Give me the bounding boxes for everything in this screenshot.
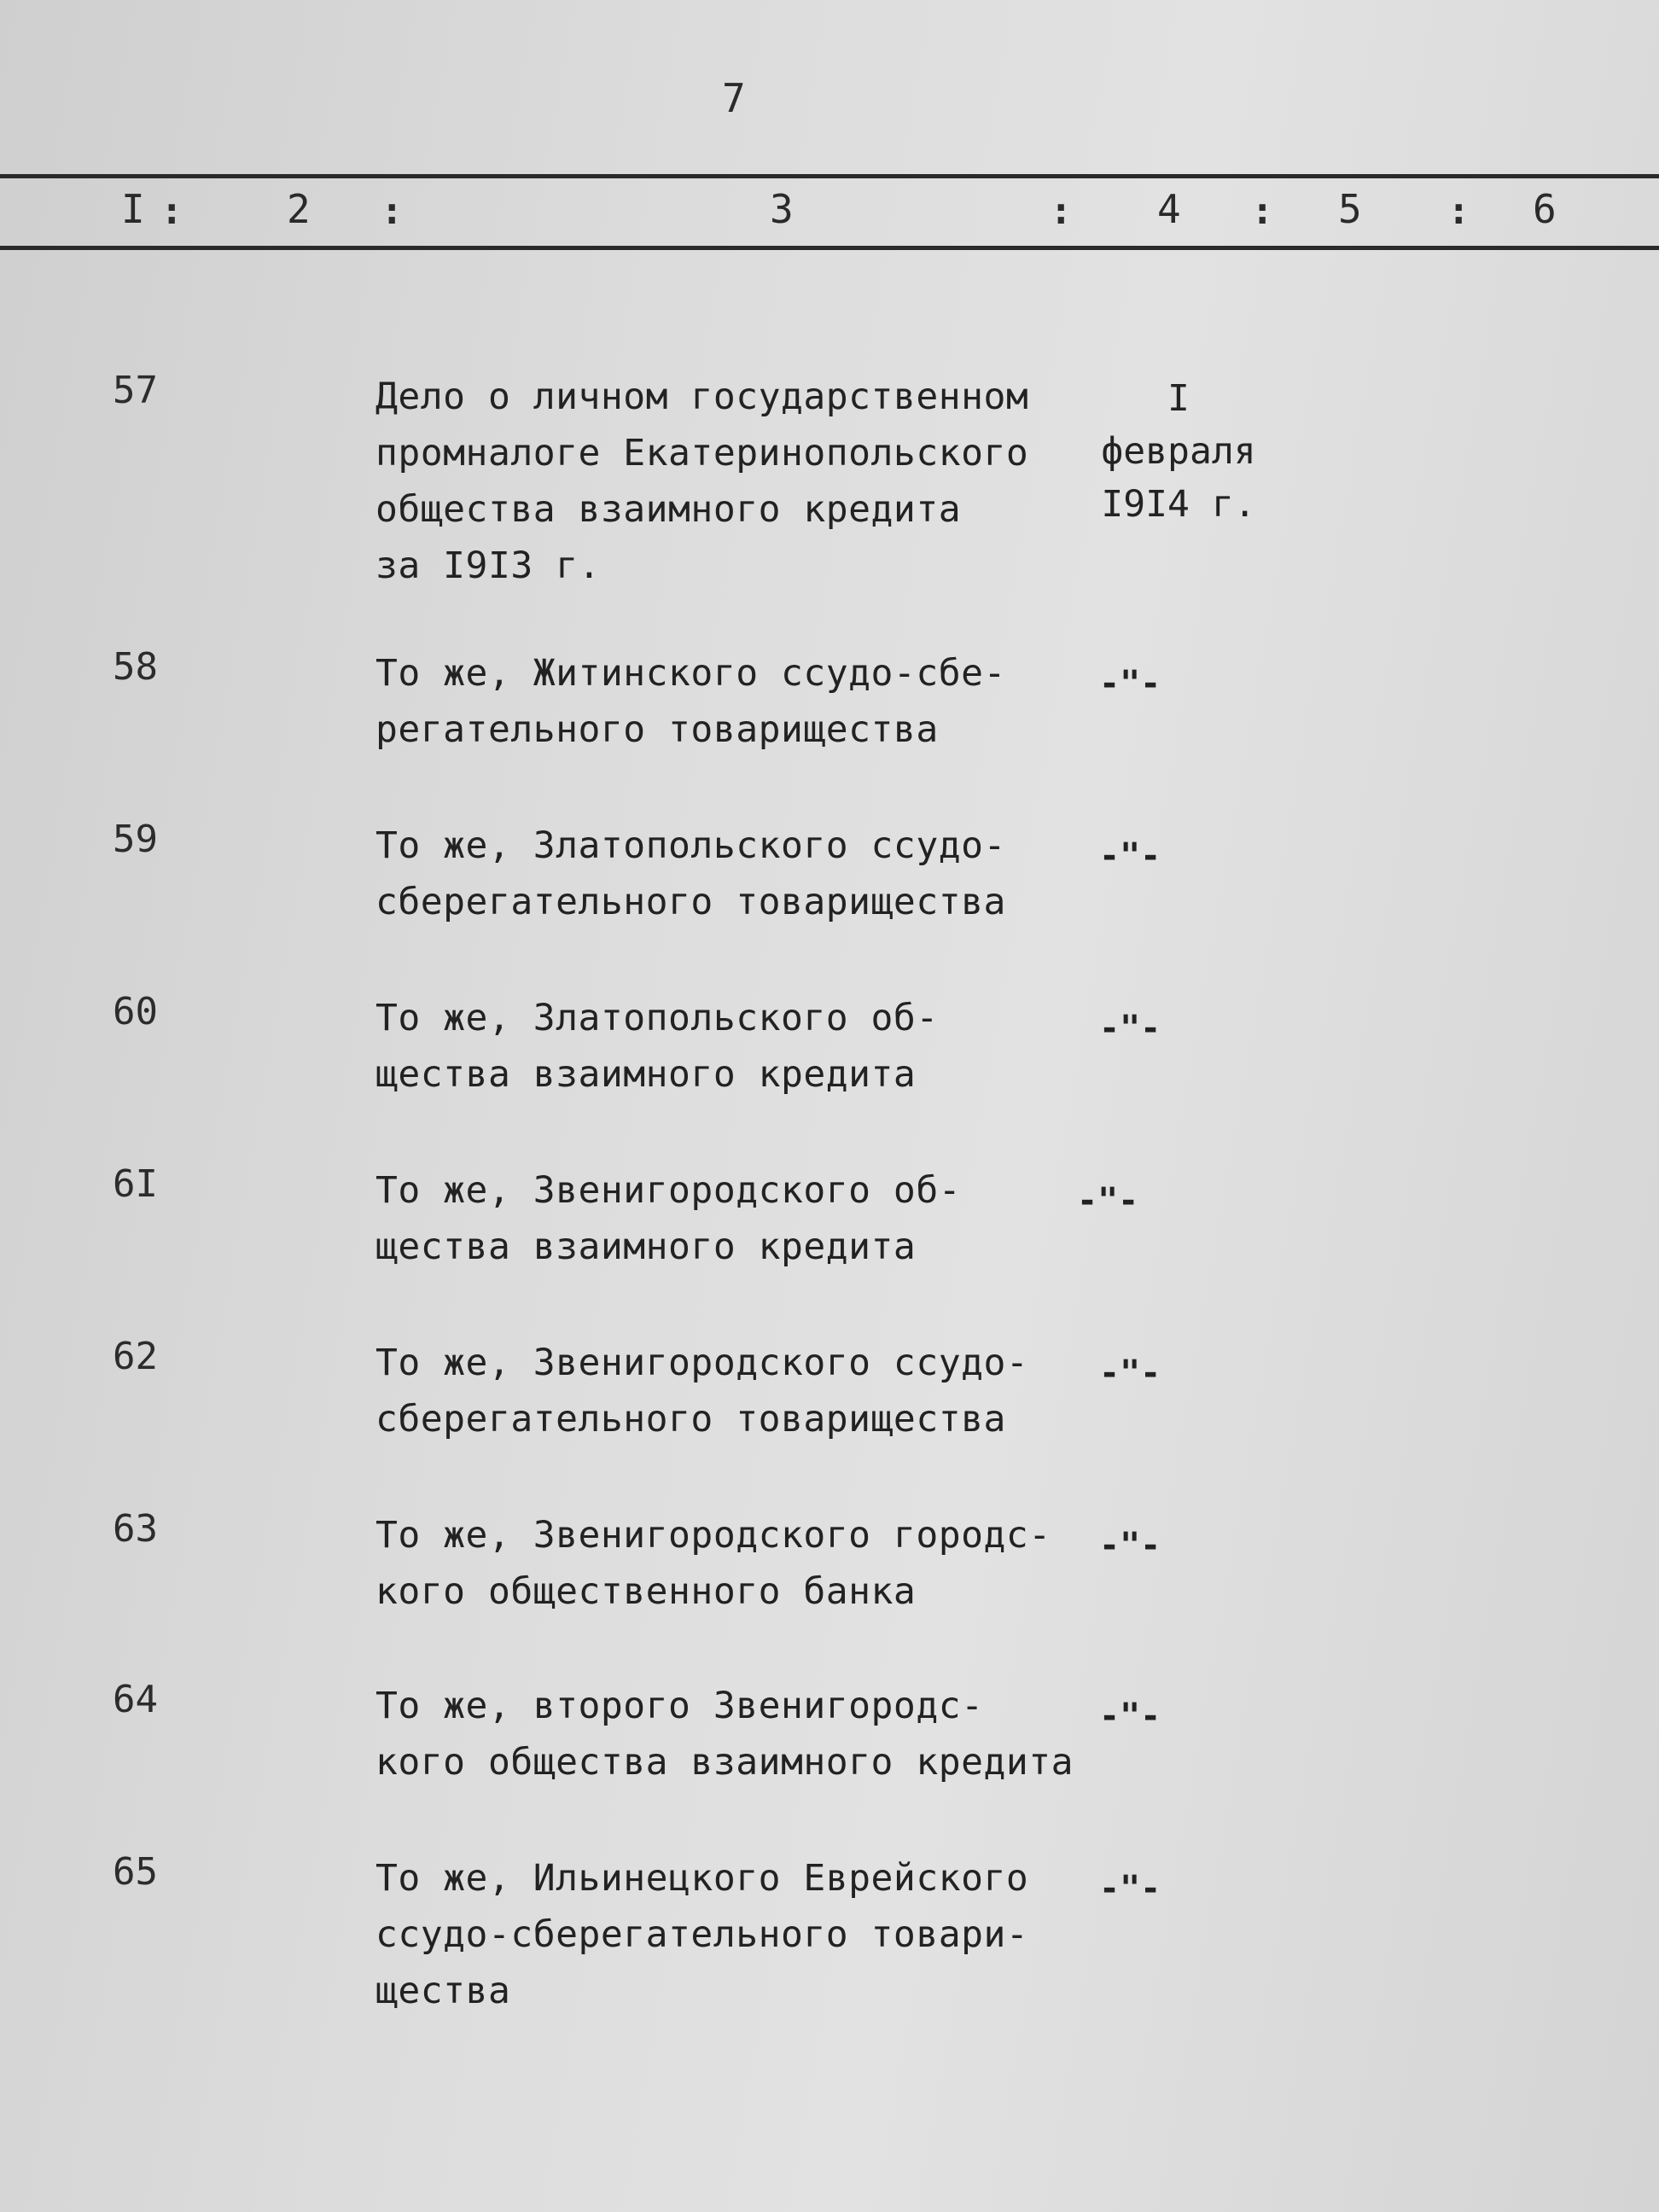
ditto-mark: -"- — [1099, 1526, 1161, 1565]
entry-number: 59 — [113, 818, 158, 861]
ditto-mark: -"- — [1099, 1009, 1161, 1048]
ditto-mark: -"- — [1099, 664, 1161, 703]
column-separator: : — [1050, 189, 1073, 233]
entry-description: Дело о личном государственном промналоге Екатеринопольского общества взаимного кредита за I9I3 г. — [375, 375, 1029, 587]
entry-number: 58 — [113, 645, 158, 689]
ditto-mark: -"- — [1099, 836, 1161, 876]
entry-number: 63 — [113, 1507, 158, 1551]
column-separator: : — [1251, 189, 1274, 233]
column-header-6: 6 — [1533, 186, 1557, 232]
entry-number: 57 — [113, 369, 158, 412]
column-separator: : — [1447, 189, 1470, 233]
column-header-5: 5 — [1338, 186, 1362, 232]
entry-description: То же, Златопольского ссудо- сберегательного товарищества — [375, 824, 1006, 923]
entry-number: 6I — [113, 1162, 158, 1206]
entry-date: I февраля I9I4 г. — [1101, 377, 1256, 526]
ditto-mark: -"- — [1099, 1697, 1161, 1736]
column-separator: : — [160, 189, 183, 233]
entry-description: То же, Ильинецкого Еврейского ссудо-сберегательного товари- щества — [375, 1857, 1029, 2012]
entry-number: 60 — [113, 990, 158, 1033]
entry-number: 65 — [113, 1850, 158, 1894]
column-header-3: 3 — [770, 186, 794, 232]
ditto-mark: -"- — [1099, 1353, 1161, 1393]
entry-number: 62 — [113, 1335, 158, 1378]
column-header-4: 4 — [1157, 186, 1181, 232]
column-separator: : — [381, 189, 404, 233]
entry-description: То же, Златопольского об- щества взаимного кредита — [375, 997, 939, 1096]
ditto-mark: -"- — [1077, 1181, 1139, 1220]
column-header-2: 2 — [287, 186, 311, 232]
entry-description: То же, Звенигородского ссудо- сберегательного товарищества — [375, 1342, 1029, 1441]
header-rule-top — [0, 174, 1659, 178]
header-rule-bottom — [0, 246, 1659, 250]
entry-description: То же, Житинского ссудо-сбе- регательного товарищества — [375, 652, 1006, 751]
entry-number: 64 — [113, 1678, 158, 1721]
entry-description: То же, второго Звенигородс- кого общества взаимного кредита — [375, 1685, 1074, 1784]
entry-description: То же, Звенигородского об- щества взаимного кредита — [375, 1169, 962, 1268]
page-number: 7 — [722, 75, 746, 121]
column-header-1: I — [121, 186, 145, 232]
ditto-mark: -"- — [1099, 1869, 1161, 1908]
entry-description: То же, Звенигородского городс- кого общественного банка — [375, 1514, 1051, 1613]
